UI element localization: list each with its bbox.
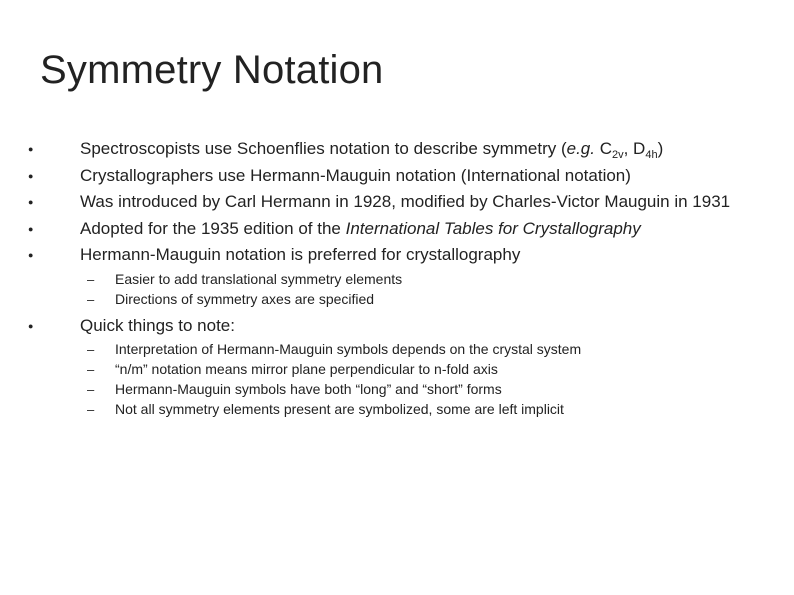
- sub-bullet-item: [28, 271, 768, 291]
- bullet-item: [28, 165, 768, 192]
- sub-bullet-item: [28, 341, 768, 361]
- bullet-text: Spectroscopists use Schoenflies notation to describe symmetry (e.g. $C_{2v}$, $D_{4h}$): [80, 139, 664, 161]
- dash-marker: –: [87, 271, 95, 287]
- sub-bullet-item: [28, 401, 768, 421]
- dash-marker: –: [87, 362, 95, 377]
- sub-bullet-item: [28, 361, 768, 381]
- bullet-item: [28, 244, 768, 271]
- sub-bullet-item: [28, 381, 768, 401]
- bullet-item: [28, 191, 768, 218]
- bullet-text: Adopted for the 1935 edition of the International Tables for Crystallography: [80, 218, 641, 238]
- bullet-item: [28, 315, 768, 342]
- bullet-marker: ●: [28, 223, 34, 234]
- dash-marker: –: [87, 291, 95, 307]
- bullet-list: [28, 138, 768, 421]
- sub-bullet-text: Directions of symmetry axes are specified: [115, 290, 375, 307]
- dash-marker: –: [87, 382, 95, 397]
- sub-bullet-item: [28, 291, 768, 311]
- bullet-text: Crystallographers use Hermann-Mauguin notation (International notation): [80, 165, 631, 185]
- sub-bullet-text: Easier to add translational symmetry elements: [115, 270, 403, 287]
- sub-bullet-text: “n/m” notation means mirror plane perpendicular to n-fold axis: [115, 361, 498, 377]
- bullet-item: [28, 138, 768, 165]
- bullet-text: Was introduced by Carl Hermann in 1928, modified by Charles-Victor Mauguin in 1931: [80, 192, 731, 211]
- bullet-marker: ●: [28, 197, 34, 207]
- bullet-item: [28, 218, 768, 245]
- dash-marker: –: [87, 402, 95, 417]
- slide-title: Symmetry Notation: [40, 48, 384, 92]
- bullet-marker: ●: [28, 320, 34, 331]
- bullet-marker: ●: [28, 144, 34, 154]
- bullet-text: Quick things to note:: [80, 315, 235, 335]
- bullet-marker: ●: [28, 250, 34, 260]
- sub-bullet-text: Interpretation of Hermann-Mauguin symbols depends on the crystal system: [115, 341, 582, 357]
- dash-marker: –: [87, 342, 95, 357]
- bullet-marker: ●: [28, 170, 34, 181]
- sub-bullet-text: Hermann-Mauguin symbols have both “long” and “short” forms: [115, 381, 502, 397]
- bullet-text: Hermann-Mauguin notation is preferred for crystallography: [80, 245, 521, 264]
- sub-bullet-text: Not all symmetry elements present are symbolized, some are left implicit: [115, 401, 564, 417]
